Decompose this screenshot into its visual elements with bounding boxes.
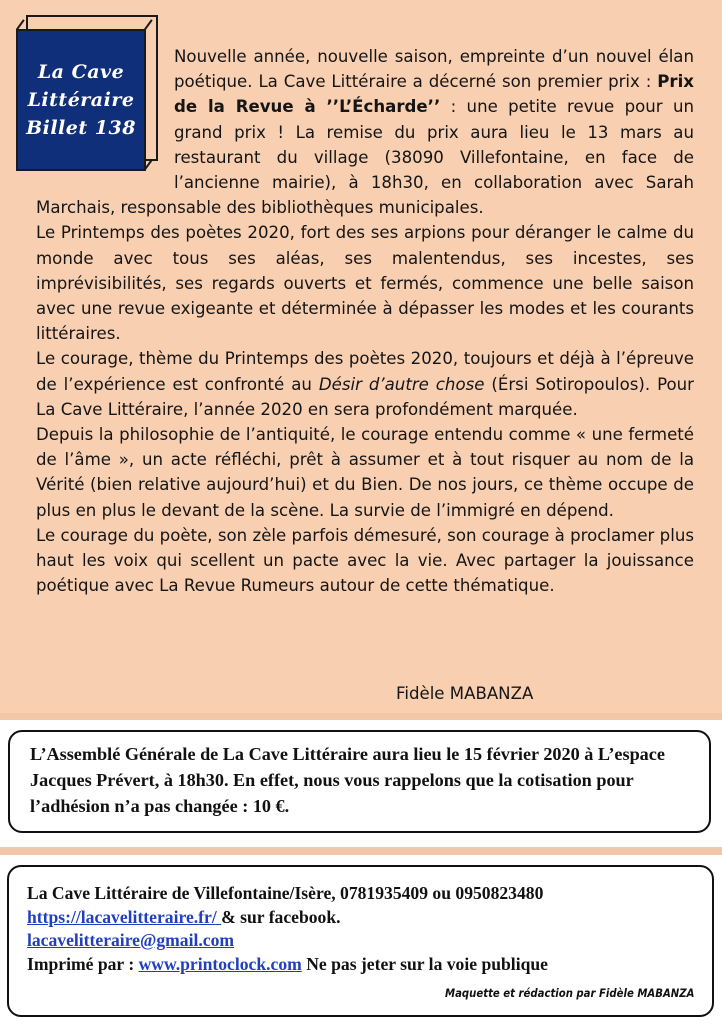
logo-spacer — [36, 44, 174, 180]
logo-title-line2: Littéraire — [27, 89, 135, 111]
facebook-text: & sur facebook. — [221, 906, 341, 927]
logo-title-line1: La Cave — [37, 61, 125, 83]
paragraph-3-text: Le courage, thème du Printemps des poètes 2020, toujours et déjà à l’épreuve de l’expérience est confronté au — [36, 349, 694, 394]
signature: Fidèle MABANZA — [396, 684, 534, 703]
contact-line: La Cave Littéraire de Villefontaine/Isère, 0781935409 ou 0950823480 — [27, 883, 544, 903]
printed-label: Imprimé par : — [27, 953, 139, 974]
paragraph-2: Le Printemps des poètes 2020, fort des ses arpions pour déranger le calme du monde avec tous ses aléas, ses malentendus, ses incestes, ses imprévisibilités, ses regards ouverts et fermés, commence une belle saison avec une revue exigeante et déterminée à dépasser les modes et les courants littéraires. — [36, 223, 694, 344]
article-body — [36, 44, 694, 598]
paragraph-3 — [36, 346, 694, 422]
general-assembly-notice: L’Assemblé Générale de La Cave Littéraire aura lieu le 15 février 2020 à L’espace Jacques Prévert, à 18h30. En effet, nous vous rappelons que la cotisation pour l’adhésion n’a pas changée : 10 €. — [8, 730, 711, 833]
website-link[interactable]: https://lacavelitteraire.fr/ — [27, 906, 222, 927]
logo-title-line3: Billet 138 — [26, 117, 136, 139]
divider — [0, 713, 722, 720]
contact-footer — [7, 865, 714, 1017]
email-link[interactable]: lacavelitteraire@gmail.com — [27, 930, 235, 950]
paragraph-5: Le courage du poète, son zèle parfois démesuré, son courage à proclamer plus haut les voix qui scellent un pacte avec la vie. Avec partager la jouissance poétique avec La Revue Rumeurs autour de cette thématique. — [36, 525, 694, 596]
book-title: Désir d’autre chose — [318, 374, 485, 394]
divider — [0, 847, 722, 855]
email-line — [27, 929, 694, 953]
disposal-notice: Ne pas jeter sur la voie publique — [301, 953, 548, 974]
paragraph-1-text-end: : une petite revue pour un grand prix ! La remise du prix aura lieu le 13 mars au restaurant du village (38090 Villefontaine, en face de l’ancienne mairie), à 18h30, en collaboration avec Sarah Marchais, responsable des bibliothèques municipales. — [36, 97, 695, 218]
printer-link[interactable]: www.printoclock.com — [138, 953, 302, 974]
paragraph-1-text: Nouvelle année, nouvelle saison, empreinte d’un nouvel élan poétique. La Cave Littéraire a décerné son premier prix : — [174, 47, 694, 92]
prize-name: Prix de la Revue à ’’L’Écharde’’ — [174, 72, 694, 117]
website-line — [27, 906, 694, 930]
paragraph-3-text-end: (Érsi Sotiropoulos). Pour La Cave Littéraire, l’année 2020 en sera profondément marquée. — [36, 374, 694, 419]
credit-line: Maquette et rédaction par Fidèle MABANZA — [444, 985, 694, 1000]
paragraph-4: Depuis la philosophie de l’antiquité, le courage entendu comme « une fermeté de l’âme », un acte réfléchi, prêt à assumer et à tout risquer au nom de la Vérité (bien relative aujourd’hui) et du Bien. De nos jours, ce thème occupe de plus en plus le devant de la scène. La survie de l’immigré en dépend. — [36, 425, 694, 520]
printer-line — [27, 953, 694, 977]
